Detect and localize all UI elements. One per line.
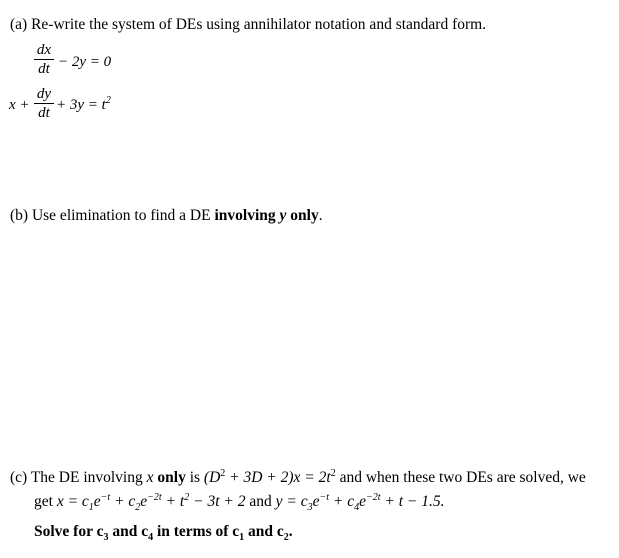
- part-b-bold-involving: involving: [214, 207, 280, 224]
- part-c-line2: [34, 491, 445, 514]
- x-solution: [56, 491, 246, 514]
- part-c-de-sup1: 2: [220, 467, 226, 479]
- y-sol-e2: e: [359, 493, 366, 510]
- part-c-only: only: [153, 469, 186, 486]
- part-b-bold-var: y: [279, 207, 287, 224]
- x-sol-sub2: 2: [135, 502, 141, 514]
- eq1-fraction-bar: [34, 59, 54, 60]
- y-sol-sup2: −2t: [366, 491, 381, 503]
- x-sol-sup3: 2: [184, 491, 190, 503]
- y-sol-sub3: 3: [307, 502, 313, 514]
- eq2-exponent: 2: [105, 95, 111, 106]
- eq2-prefix: x +: [9, 97, 30, 113]
- solve-sub1: 1: [239, 532, 245, 544]
- x-sol-tail: − 3t + 2: [189, 493, 246, 510]
- eq2-rest-text: + 3y = t: [56, 97, 106, 113]
- solve-sub2: 2: [283, 532, 289, 544]
- part-a-label: (a): [10, 16, 28, 33]
- part-c-line1: [10, 469, 586, 487]
- y-sol-sup1: −t: [319, 491, 330, 503]
- solve-text-and: and c: [108, 523, 149, 540]
- solve-sub4: 4: [148, 532, 154, 544]
- eq1-rest: − 2y = 0: [58, 54, 112, 70]
- part-c-de-sup2: 2: [330, 467, 336, 479]
- y-sol-plus-c: + c: [329, 493, 355, 510]
- part-c-text1: The DE involving: [30, 469, 147, 486]
- solve-text-mid: in terms of c: [153, 523, 240, 540]
- part-c-get: get: [34, 493, 53, 510]
- eq1-numerator: dx: [36, 42, 52, 58]
- y-sol-sub4: 4: [354, 502, 360, 514]
- solve-text-end: .: [288, 523, 293, 540]
- x-sol-e2: e: [140, 493, 148, 510]
- eq2-fraction: [34, 86, 54, 121]
- solve-text-and2: and c: [244, 523, 284, 540]
- x-sol-sub1: 1: [88, 502, 94, 514]
- part-c-label: (c): [10, 469, 28, 486]
- eq2-fraction-bar: [34, 103, 54, 104]
- x-sol-part: x = c: [56, 493, 89, 510]
- eq2-rest: [56, 97, 111, 114]
- part-c-text2: and when these two DEs are solved, we: [335, 469, 586, 486]
- part-b-text: Use elimination to find a DE: [31, 207, 215, 224]
- eq1-fraction: [34, 42, 54, 77]
- part-b-label: (b): [10, 207, 29, 224]
- part-c-de-a: (D: [203, 469, 221, 486]
- eq1-denominator: dt: [38, 61, 50, 77]
- y-solution: [275, 491, 445, 514]
- part-c-and: and: [249, 493, 272, 510]
- solve-sub3: 3: [103, 532, 109, 544]
- part-b-period: .: [318, 207, 323, 224]
- y-sol-e1: e: [312, 493, 320, 510]
- x-sol-sup1: −t: [100, 491, 111, 503]
- part-c-de-b: + 3D + 2)x = 2t: [225, 469, 331, 486]
- eq2-denominator: dt: [38, 105, 50, 121]
- y-sol-tail: + t − 1.5.: [380, 493, 445, 510]
- y-sol-part: y = c: [275, 493, 308, 510]
- x-sol-plus-c: + c: [110, 493, 136, 510]
- part-b-heading: [10, 207, 323, 225]
- part-a-text: Re-write the system of DEs using annihilator notation and standard form.: [31, 16, 487, 33]
- part-b-bold-only: only: [286, 207, 319, 224]
- x-sol-e1: e: [93, 493, 101, 510]
- part-c-is: is: [185, 469, 204, 486]
- eq2-numerator: dy: [36, 86, 52, 102]
- part-a-heading: [10, 16, 486, 34]
- part-c-solve-instruction: [34, 523, 293, 544]
- part-c-var-x: x: [146, 469, 154, 486]
- solve-text-pre: Solve for c: [34, 523, 104, 540]
- x-sol-sup2: −2t: [147, 491, 162, 503]
- x-sol-plus-t: + t: [161, 493, 185, 510]
